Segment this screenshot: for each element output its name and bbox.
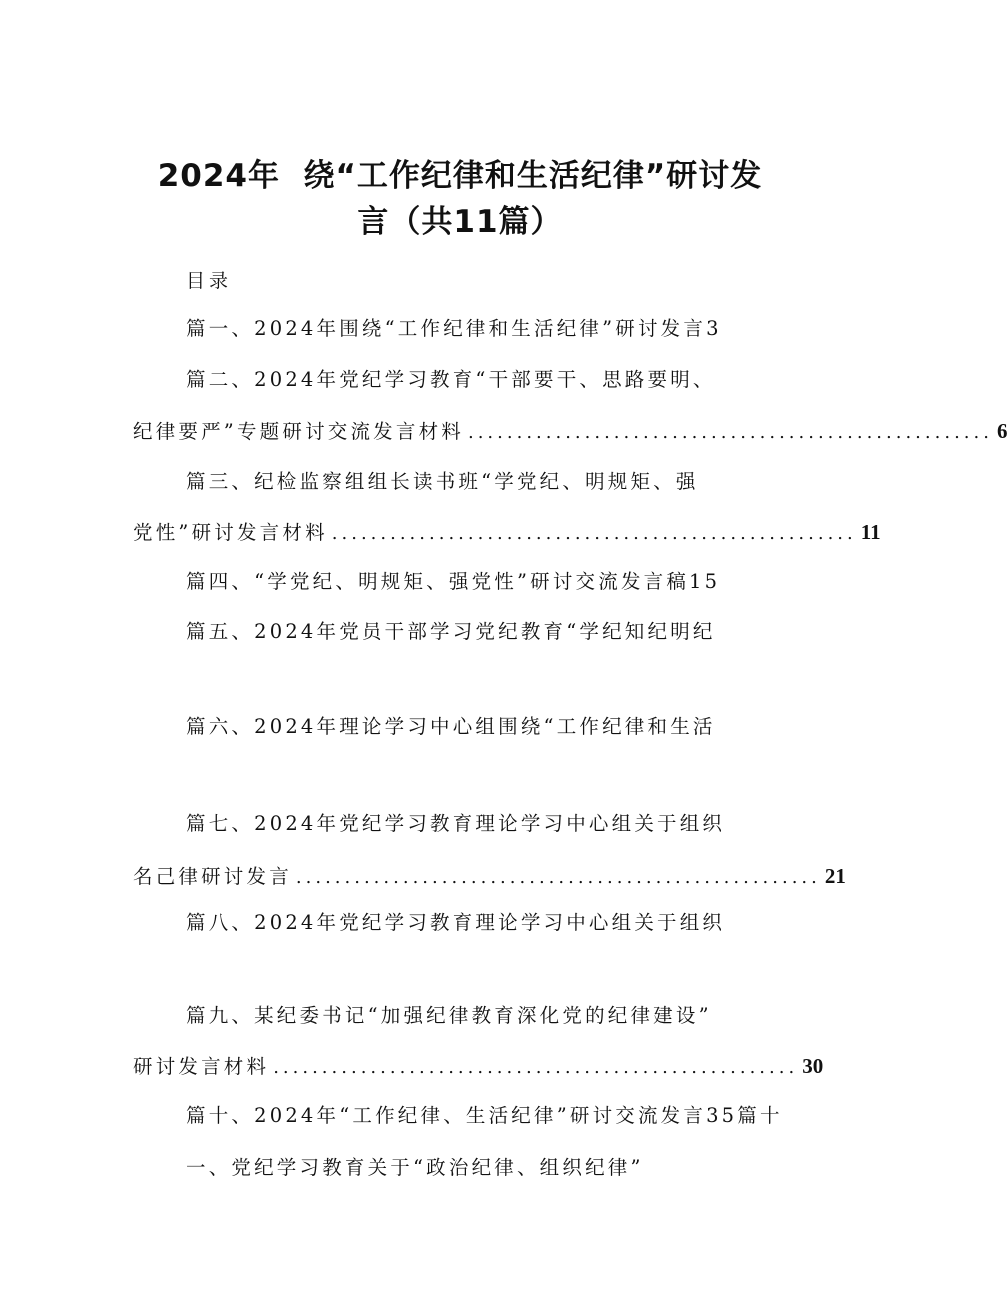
toc-entry-text: 党性”研讨发言材料 — [133, 521, 328, 544]
toc-leader-dots: ...................................................... — [295, 867, 821, 888]
toc-page-number: 30 — [802, 1054, 824, 1078]
toc-entry-10[interactable]: 篇十、2024年“工作纪律、生活纪律”研讨交流发言35篇十 — [186, 1104, 783, 1127]
toc-entry-11[interactable]: 一、党纪学习教育关于“政治纪律、组织纪律” — [186, 1156, 644, 1179]
toc-entry-5[interactable]: 篇五、2024年党员干部学习党纪教育“学纪知纪明纪 — [186, 620, 716, 643]
toc-leader-dots: ...................................................... — [273, 1057, 799, 1078]
toc-entry-4[interactable]: 篇四、“学党纪、明规矩、强党性”研讨交流发言稿15 — [186, 570, 721, 593]
toc-entry-3-line-1[interactable]: 篇三、纪检监察组组长读书班“学党纪、明规矩、强 — [186, 470, 699, 493]
toc-entry-2-line-1[interactable]: 篇二、2024年党纪学习教育“干部要干、思路要明、 — [186, 368, 716, 391]
toc-page-number: 11 — [860, 520, 881, 544]
toc-entry-text: 纪律要严”专题研讨交流发言材料 — [133, 420, 464, 443]
toc-entry-9-line-1[interactable]: 篇九、某纪委书记“加强纪律教育深化党的纪律建设” — [186, 1004, 712, 1027]
document-title-line-2: 言（共11篇） — [357, 204, 563, 240]
toc-entry-3-line-2[interactable] — [133, 520, 881, 544]
toc-heading: 目录 — [186, 270, 233, 292]
toc-entry-9-line-2[interactable] — [133, 1054, 824, 1078]
toc-entry-text: 名己律研讨发言 — [133, 865, 292, 888]
toc-page-number: 21 — [824, 864, 846, 888]
toc-entry-7-line-2[interactable] — [133, 864, 846, 888]
toc-leader-dots: ...................................................... — [331, 523, 857, 544]
toc-entry-6[interactable]: 篇六、2024年理论学习中心组围绕“工作纪律和生活 — [186, 715, 716, 738]
toc-entry-1[interactable]: 篇一、2024年围绕“工作纪律和生活纪律”研讨发言3 — [186, 317, 722, 340]
toc-entry-2-line-2[interactable] — [133, 419, 1007, 443]
toc-entry-7-line-1[interactable]: 篇七、2024年党纪学习教育理论学习中心组关于组织 — [186, 812, 726, 835]
toc-leader-dots: ...................................................... — [467, 422, 993, 443]
toc-entry-text: 研讨发言材料 — [133, 1055, 270, 1078]
document-title-line-1: 2024年 绕“工作纪律和生活纪律”研讨发 — [157, 158, 763, 194]
toc-page-number: 6 — [996, 419, 1007, 443]
toc-entry-8[interactable]: 篇八、2024年党纪学习教育理论学习中心组关于组织 — [186, 911, 726, 934]
